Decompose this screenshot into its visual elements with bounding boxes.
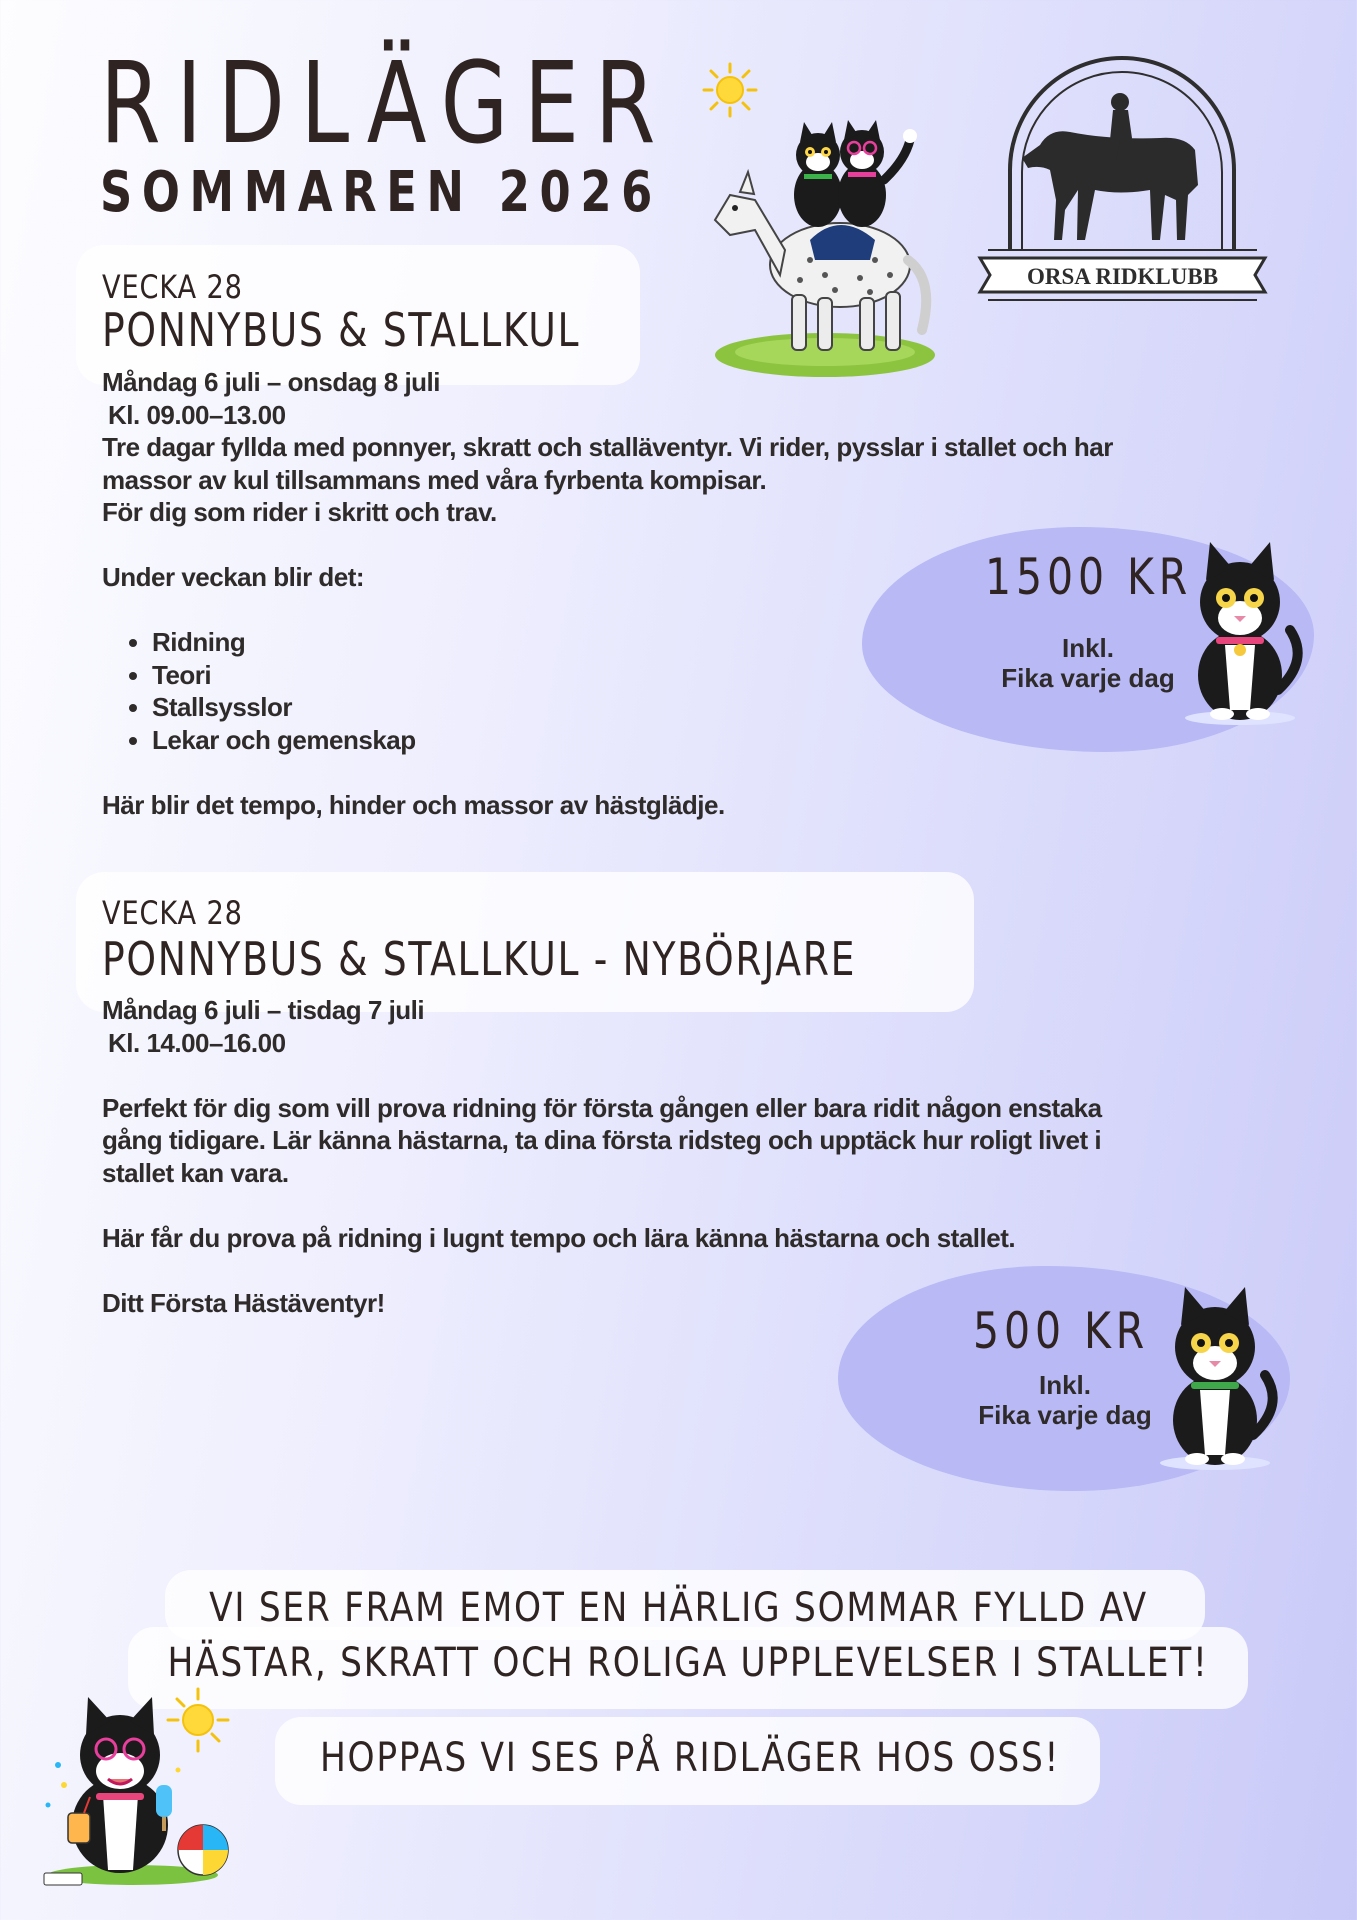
- camp2-price-note: [965, 1370, 1165, 1430]
- camp1-description-line2: massor av kul tillsammans med våra fyrbenta kompisar.: [102, 464, 767, 495]
- camp1-description-line3: För dig som rider i skritt och trav.: [102, 497, 497, 527]
- camp1-price-note-incl: Inkl.: [1061, 633, 1114, 663]
- camp1-list-intro: Under veckan blir det:: [102, 562, 365, 592]
- cats-on-horse-illustration: [700, 100, 950, 380]
- closing-line-3: HOPPAS VI SES PÅ RIDLÄGER HOS OSS!: [319, 1735, 1061, 1781]
- logo-text: ORSA RIDKLUBB: [1026, 264, 1219, 289]
- poster-subtitle: SOMMAREN 2026: [100, 160, 662, 225]
- camp2-description-line1: Perfekt för dig som vill prova ridning för första gången eller bara ridit någon enstaka: [102, 1092, 1102, 1123]
- camp1-price: 1500 KR: [985, 548, 1193, 606]
- camp1-dates: Måndag 6 juli – onsdag 8 juli: [102, 367, 440, 397]
- list-item: • Lekar och gemenskap: [152, 724, 1282, 757]
- camp1-price-note: [988, 633, 1188, 693]
- camp2-week: VECKA 28: [102, 894, 243, 932]
- camp1-week: VECKA 28: [102, 268, 243, 306]
- camp2-price: 500 KR: [973, 1302, 1150, 1360]
- camp2-time: Kl. 14.00–16.00: [108, 1027, 286, 1058]
- camp2-price-note-incl: Inkl.: [1038, 1370, 1091, 1400]
- camp1-description-line1: Tre dagar fyllda med ponnyer, skratt och stalläventyr. Vi rider, pysslar i stallet och har: [102, 432, 1113, 462]
- list-item: • Teori: [152, 659, 1282, 692]
- closing-line-1: VI SER FRAM EMOT EN HÄRLIG SOMMAR FYLLD AV: [209, 1585, 1148, 1631]
- camp2-description-line3: stallet kan vara.: [102, 1157, 289, 1188]
- camp1-time: Kl. 09.00–13.00: [108, 399, 286, 430]
- camp2-tagline: Ditt Första Hästäventyr!: [102, 1287, 385, 1318]
- camp1-title: PONNYBUS & STALLKUL: [102, 303, 581, 357]
- camp2-dates: Måndag 6 juli – tisdag 7 juli: [102, 995, 425, 1025]
- closing-line-2: HÄSTAR, SKRATT OCH ROLIGA UPPLEVELSER I STALLET!: [167, 1640, 1209, 1686]
- camp2-description-line2: gång tidigare. Lär känna hästarna, ta dina första ridsteg och upptäck hur roligt livet i: [102, 1125, 1102, 1155]
- closing-message: [0, 1585, 1357, 1631]
- poster-title: RIDLÄGER: [100, 39, 672, 169]
- camp2-price-note-fika: Fika varje dag: [978, 1400, 1152, 1430]
- cat-sitting-icon: [1145, 1285, 1285, 1475]
- camp1-price-note-fika: Fika varje dag: [1001, 663, 1175, 693]
- summer-cat-illustration: [38, 1685, 238, 1890]
- camp1-closing: Här blir det tempo, hinder och massor av hästglädje.: [102, 789, 725, 820]
- list-item: • Ridning: [152, 626, 1282, 659]
- list-item: • Stallsysslor: [152, 691, 1282, 724]
- camp2-paragraph2: Här får du prova på ridning i lugnt tempo och lära känna hästarna och stallet.: [102, 1222, 1016, 1253]
- orsa-ridklubb-logo: [970, 50, 1275, 320]
- cat-sitting-icon: [1170, 540, 1310, 730]
- camp2-title: PONNYBUS & STALLKUL - NYBÖRJARE: [102, 932, 857, 986]
